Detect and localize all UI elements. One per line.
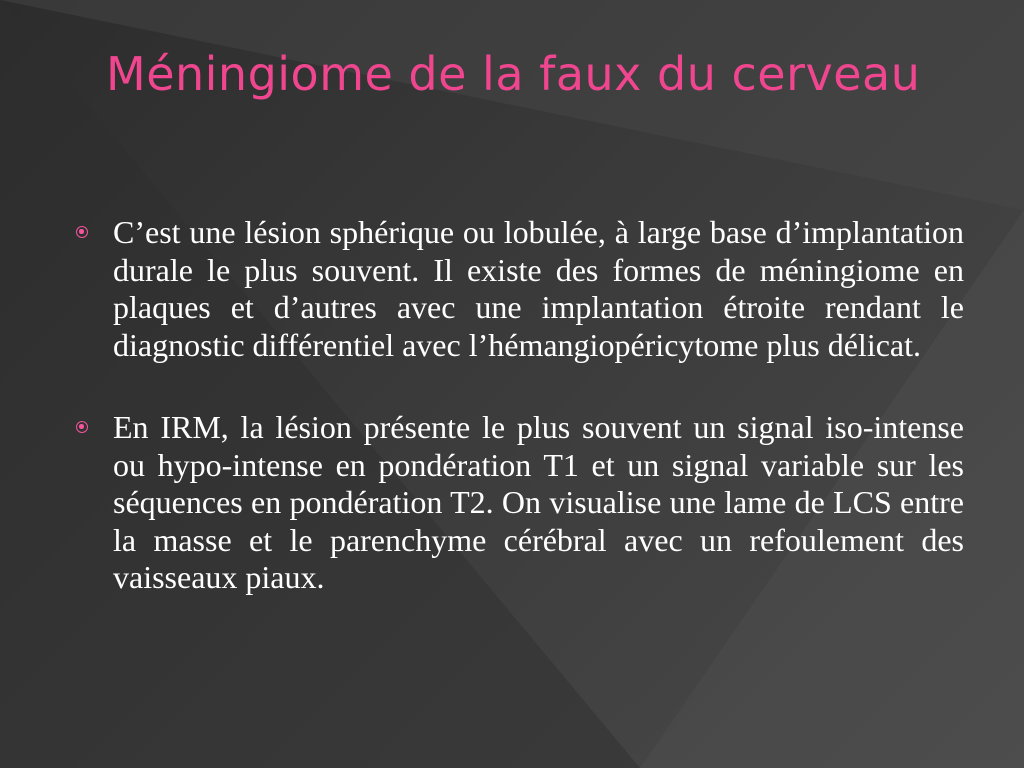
- slide-title: Méningiome de la faux du cerveau: [106, 47, 921, 101]
- bullet-text: En IRM, la lésion présente le plus souvent un signal iso-intense ou hypo-intense en pondération T1 et un signal variable sur les séquences en pondération T2. On visualise une lame de LCS entre la masse et le parenchyme cérébral avec un refoulement des vaisseaux piaux.: [113, 409, 964, 595]
- circled-dot-bullet-icon: [76, 226, 88, 238]
- bullet-item: [72, 409, 964, 597]
- bullet-text: C’est une lésion sphérique ou lobulée, à large base d’implantation durale le plus souvent. Il existe des formes de méningiome en plaques et d’autres avec une implantation étroite rendant le diagnostic différentiel avec l’hémangiopéricytome plus délicat.: [113, 214, 964, 363]
- bullet-list: [72, 214, 964, 597]
- background-facet-top: [0, 0, 1024, 210]
- bullet-item: [72, 214, 964, 364]
- circled-dot-bullet-icon: [76, 421, 88, 433]
